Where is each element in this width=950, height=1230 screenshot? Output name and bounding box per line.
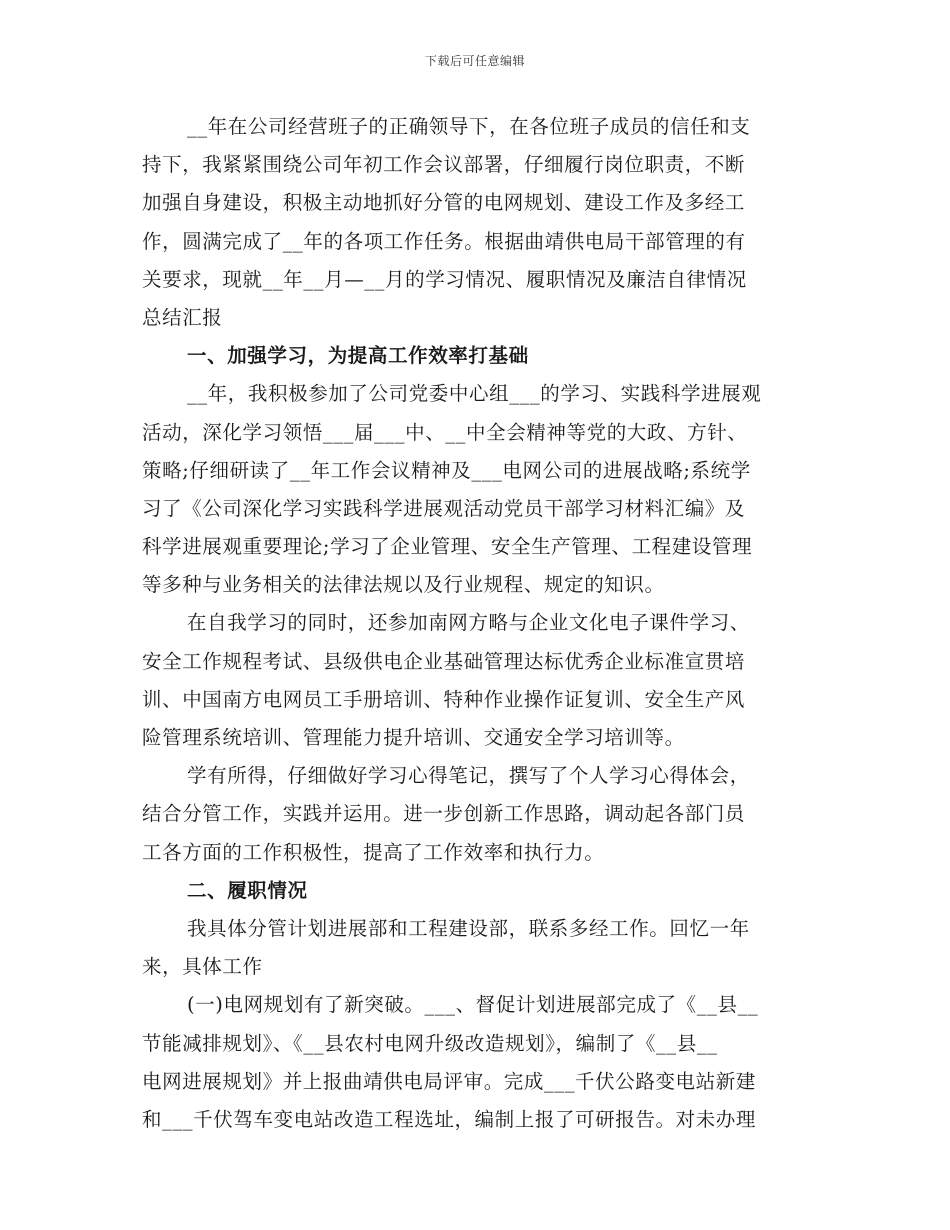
paragraph-line: 策略;仔细研读了__年工作会议精神及___电网公司的进展战略;系统学 bbox=[142, 458, 751, 482]
paragraph-line: 习了《公司深化学习实践科学进展观活动党员干部学习材料汇编》及 bbox=[142, 496, 746, 520]
paragraph-line: __年在公司经营班子的正确领导下，在各位班子成员的信任和支 bbox=[187, 115, 751, 138]
paragraph-line: 活动，深化学习领悟___届___中、__中全会精神等党的大政、方针、 bbox=[142, 420, 748, 444]
paragraph-line: 来，具体工作 bbox=[142, 955, 263, 979]
paragraph-line: 总结汇报 bbox=[142, 305, 223, 329]
paragraph-line: 电网进展规划》并上报曲靖供电局评审。完成___千伏公路变电站新建 bbox=[142, 1069, 756, 1093]
paragraph-line: 训、中国南方电网员工手册培训、特种作业操作证复训、安全生产风 bbox=[142, 687, 746, 711]
paragraph-line: 我具体分管计划进展部和工程建设部，联系多经工作。回忆一年 bbox=[187, 916, 750, 940]
paragraph-line: (一)电网规划有了新突破。___、督促计划进展部完成了《__县__ bbox=[187, 993, 759, 1017]
paragraph-line: 节能减排规划》、《__县农村电网升级改造规划》，编制了《__县__ bbox=[142, 1031, 718, 1055]
document-body bbox=[142, 108, 810, 1139]
paragraph-line: 关要求，现就__年__月—__月的学习情况、履职情况及廉洁自律情况 bbox=[142, 267, 747, 291]
paragraph-line: 持下，我紧紧围绕公司年初工作会议部署，仔细履行岗位职责，不断 bbox=[142, 153, 746, 177]
paragraph-line: 学有所得，仔细做好学习心得笔记，撰写了个人学习心得体会， bbox=[187, 764, 750, 788]
paragraph-line: 等多种与业务相关的法律法规以及行业规程、规定的知识。 bbox=[142, 573, 665, 597]
section-heading: 一、加强学习，为提高工作效率打基础 bbox=[187, 344, 529, 368]
paragraph-line: 结合分管工作，实践并运用。进一步创新工作思路，调动起各部门员 bbox=[142, 802, 746, 826]
section-heading: 二、履职情况 bbox=[187, 878, 308, 902]
paragraph-line: 科学进展观重要理论;学习了企业管理、安全生产管理、工程建设管理 bbox=[142, 535, 753, 559]
paragraph-line: 加强自身建设，积极主动地抓好分管的电网规划、建设工作及多经工 bbox=[142, 191, 746, 215]
download-note: 下载后可任意编辑 bbox=[424, 54, 525, 68]
paragraph-line: 和___千伏驾车变电站改造工程选址，编制上报了可研报告。对未办理 bbox=[142, 1107, 756, 1131]
paragraph-line: 险管理系统培训、管理能力提升培训、交通安全学习培训等。 bbox=[142, 726, 685, 749]
paragraph-line: 工各方面的工作积极性，提高了工作效率和执行力。 bbox=[142, 840, 605, 864]
paragraph-line: __年，我积极参加了公司党委中心组___的学习、实践科学进展观 bbox=[187, 382, 762, 406]
paragraph-line: 安全工作规程考试、县级供电企业基础管理达标优秀企业标准宣贯培 bbox=[142, 649, 746, 673]
paragraph-line: 作，圆满完成了__年的各项工作任务。根据曲靖供电局干部管理的有 bbox=[142, 229, 746, 253]
paragraph-line: 在自我学习的同时，还参加南网方略与企业文化电子课件学习、 bbox=[187, 611, 750, 635]
